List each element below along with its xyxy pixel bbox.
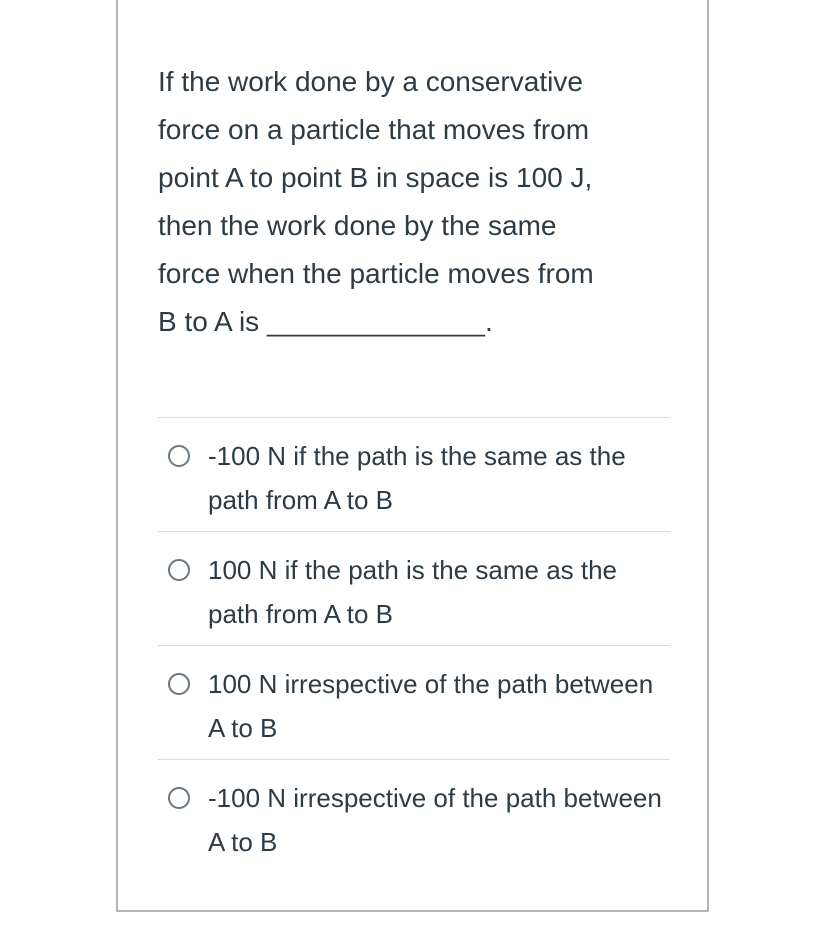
answer-option-3[interactable] bbox=[158, 645, 670, 759]
answer-label: -100 N irrespective of the path between A to B bbox=[208, 783, 662, 857]
radio-button-icon[interactable] bbox=[168, 559, 190, 581]
radio-button-icon[interactable] bbox=[168, 673, 190, 695]
question-text: If the work done by a conservative force on a particle that moves from point A to point B in space is 100 J, then the work done by the same force when the particle moves from B to A is ______________. bbox=[158, 66, 594, 337]
answer-option-1[interactable] bbox=[158, 417, 670, 531]
answer-label: -100 N if the path is the same as the path from A to B bbox=[208, 441, 626, 515]
answer-list bbox=[158, 417, 670, 873]
answer-option-2[interactable] bbox=[158, 531, 670, 645]
radio-button-icon[interactable] bbox=[168, 445, 190, 467]
answer-option-4[interactable] bbox=[158, 759, 670, 873]
radio-button-icon[interactable] bbox=[168, 787, 190, 809]
answer-label: 100 N irrespective of the path between A to B bbox=[208, 669, 654, 743]
answer-label: 100 N if the path is the same as the path from A to B bbox=[208, 555, 618, 629]
